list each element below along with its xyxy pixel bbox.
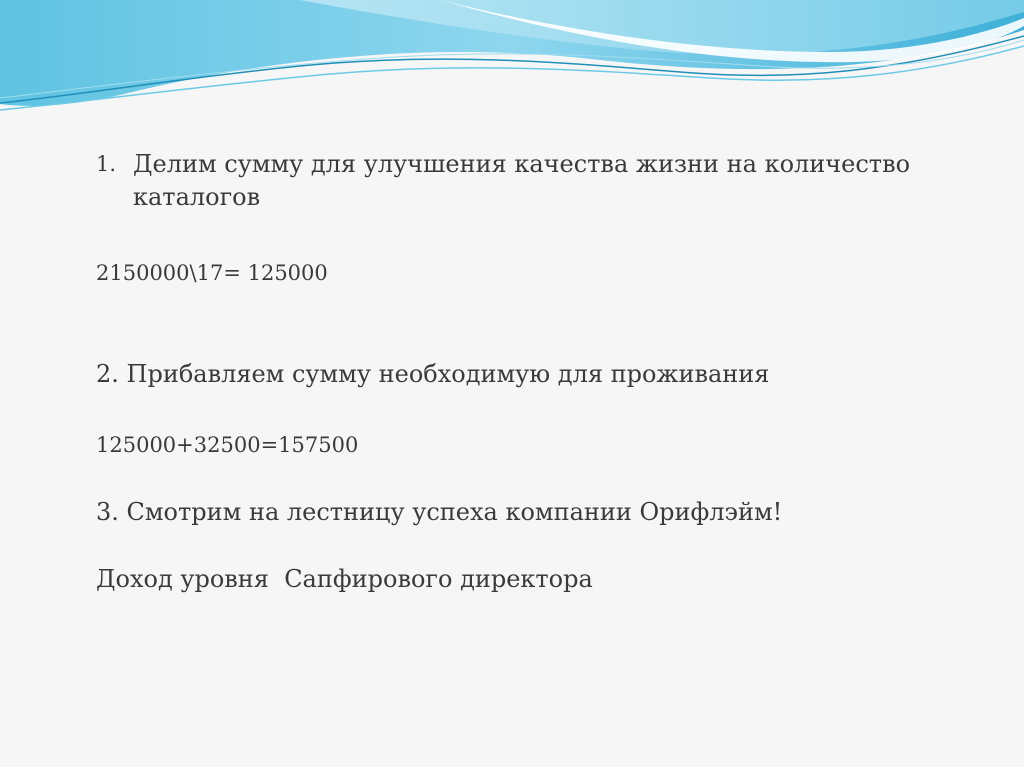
slide-body (96, 148, 956, 596)
step-1-number: 1. (96, 152, 117, 176)
calc-1: 2150000\17= 125000 (96, 261, 328, 285)
step-1-text: Делим сумму для улучшения качества жизни на количество каталогов (133, 150, 911, 211)
step-2: 2. Прибавляем сумму необходимую для проживания (96, 360, 770, 388)
step-3: 3. Смотрим на лестницу успеха компании Орифлэйм! (96, 498, 783, 526)
decorative-waves (0, 0, 1024, 130)
calc-2: 125000+32500=157500 (96, 433, 359, 457)
result-line: Доход уровня Сапфирового директора (96, 565, 593, 593)
step-1 (96, 148, 956, 214)
